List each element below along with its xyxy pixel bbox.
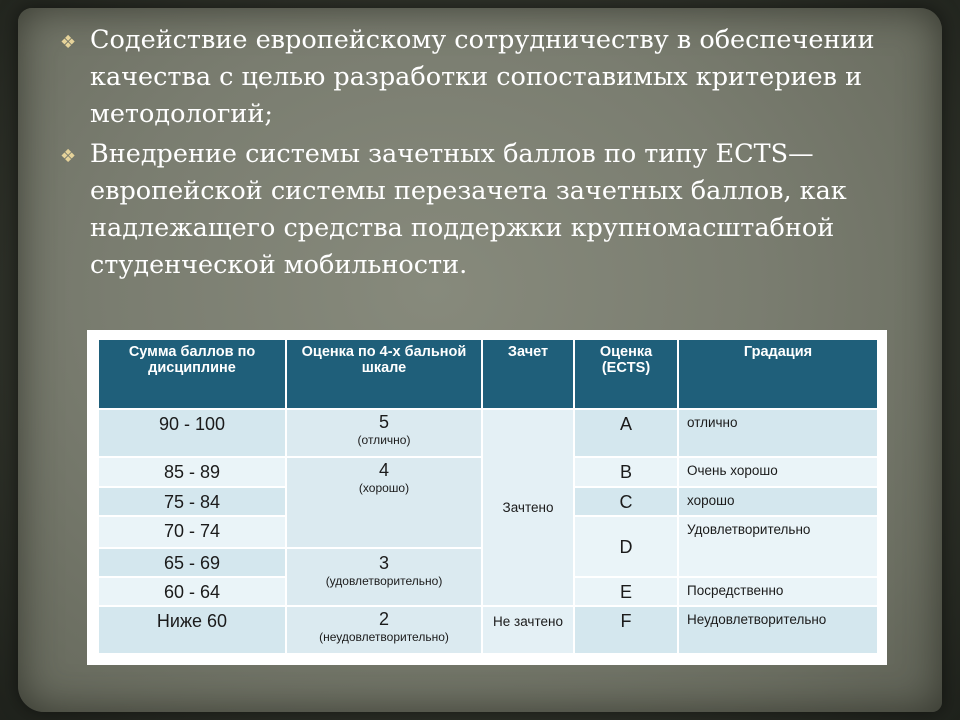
sum-cell: 90 - 100 — [98, 409, 286, 457]
sum-cell: 60 - 64 — [98, 577, 286, 606]
bullet-item-2 — [60, 136, 880, 284]
pass-cell: Зачтено — [482, 409, 574, 606]
gradation-cell: отлично — [678, 409, 878, 457]
grade4-cell — [286, 548, 482, 606]
sum-cell: 65 - 69 — [98, 548, 286, 577]
fail-cell: Не зачтено — [482, 606, 574, 654]
bullet-text-1: Содействие европейскому сотрудничеству в обеспечении качества с целью разработки сопоставимых критериев и методологий; — [90, 25, 875, 129]
diamond-bullet-icon: ❖ — [60, 32, 77, 53]
sum-cell: 70 - 74 — [98, 516, 286, 548]
gradation-cell: хорошо — [678, 487, 878, 516]
sum-cell: Ниже 60 — [98, 606, 286, 654]
grade4-value: 3 — [378, 553, 389, 573]
grade4-label: (хорошо) — [358, 481, 410, 495]
grading-table-panel — [87, 330, 887, 665]
gradation-cell: Очень хорошо — [678, 457, 878, 487]
grade4-cell — [286, 409, 482, 457]
table-header-row — [98, 339, 878, 409]
table-row — [98, 606, 878, 654]
ects-cell: F — [574, 606, 678, 654]
grade4-value: 2 — [378, 609, 389, 629]
bullet-text-2: Внедрение системы зачетных баллов по типу ECTS— европейской системы перезачета зачетных баллов, как надлежащего средства поддержки крупномасштабной студенческой мобильности. — [90, 139, 847, 280]
ects-cell: E — [574, 577, 678, 606]
ects-cell: B — [574, 457, 678, 487]
table-row — [98, 409, 878, 457]
grade4-cell — [286, 606, 482, 654]
grade4-label: (удовлетворительно) — [325, 574, 443, 588]
header-pass: Зачет — [482, 339, 574, 409]
grade4-value: 5 — [378, 412, 389, 432]
grading-table — [97, 338, 879, 655]
ects-cell: C — [574, 487, 678, 516]
header-grade4: Оценка по 4-х бальной шкале — [286, 339, 482, 409]
bullet-list — [60, 22, 880, 287]
bullet-item-1 — [60, 22, 880, 133]
sum-cell: 85 - 89 — [98, 457, 286, 487]
header-ects: Оценка (ECTS) — [574, 339, 678, 409]
grade4-value: 4 — [378, 460, 389, 480]
gradation-cell: Удовлетворительно — [678, 516, 878, 577]
grade4-label: (неудовлетворительно) — [319, 630, 449, 644]
ects-cell: A — [574, 409, 678, 457]
header-gradation: Градация — [678, 339, 878, 409]
sum-cell: 75 - 84 — [98, 487, 286, 516]
grade4-label: (отлично) — [357, 433, 411, 447]
ects-cell: D — [574, 516, 678, 577]
gradation-cell: Посредственно — [678, 577, 878, 606]
header-sum: Сумма баллов по дисциплине — [98, 339, 286, 409]
diamond-bullet-icon: ❖ — [60, 146, 77, 167]
gradation-cell: Неудовлетворительно — [678, 606, 878, 654]
grade4-cell — [286, 457, 482, 548]
